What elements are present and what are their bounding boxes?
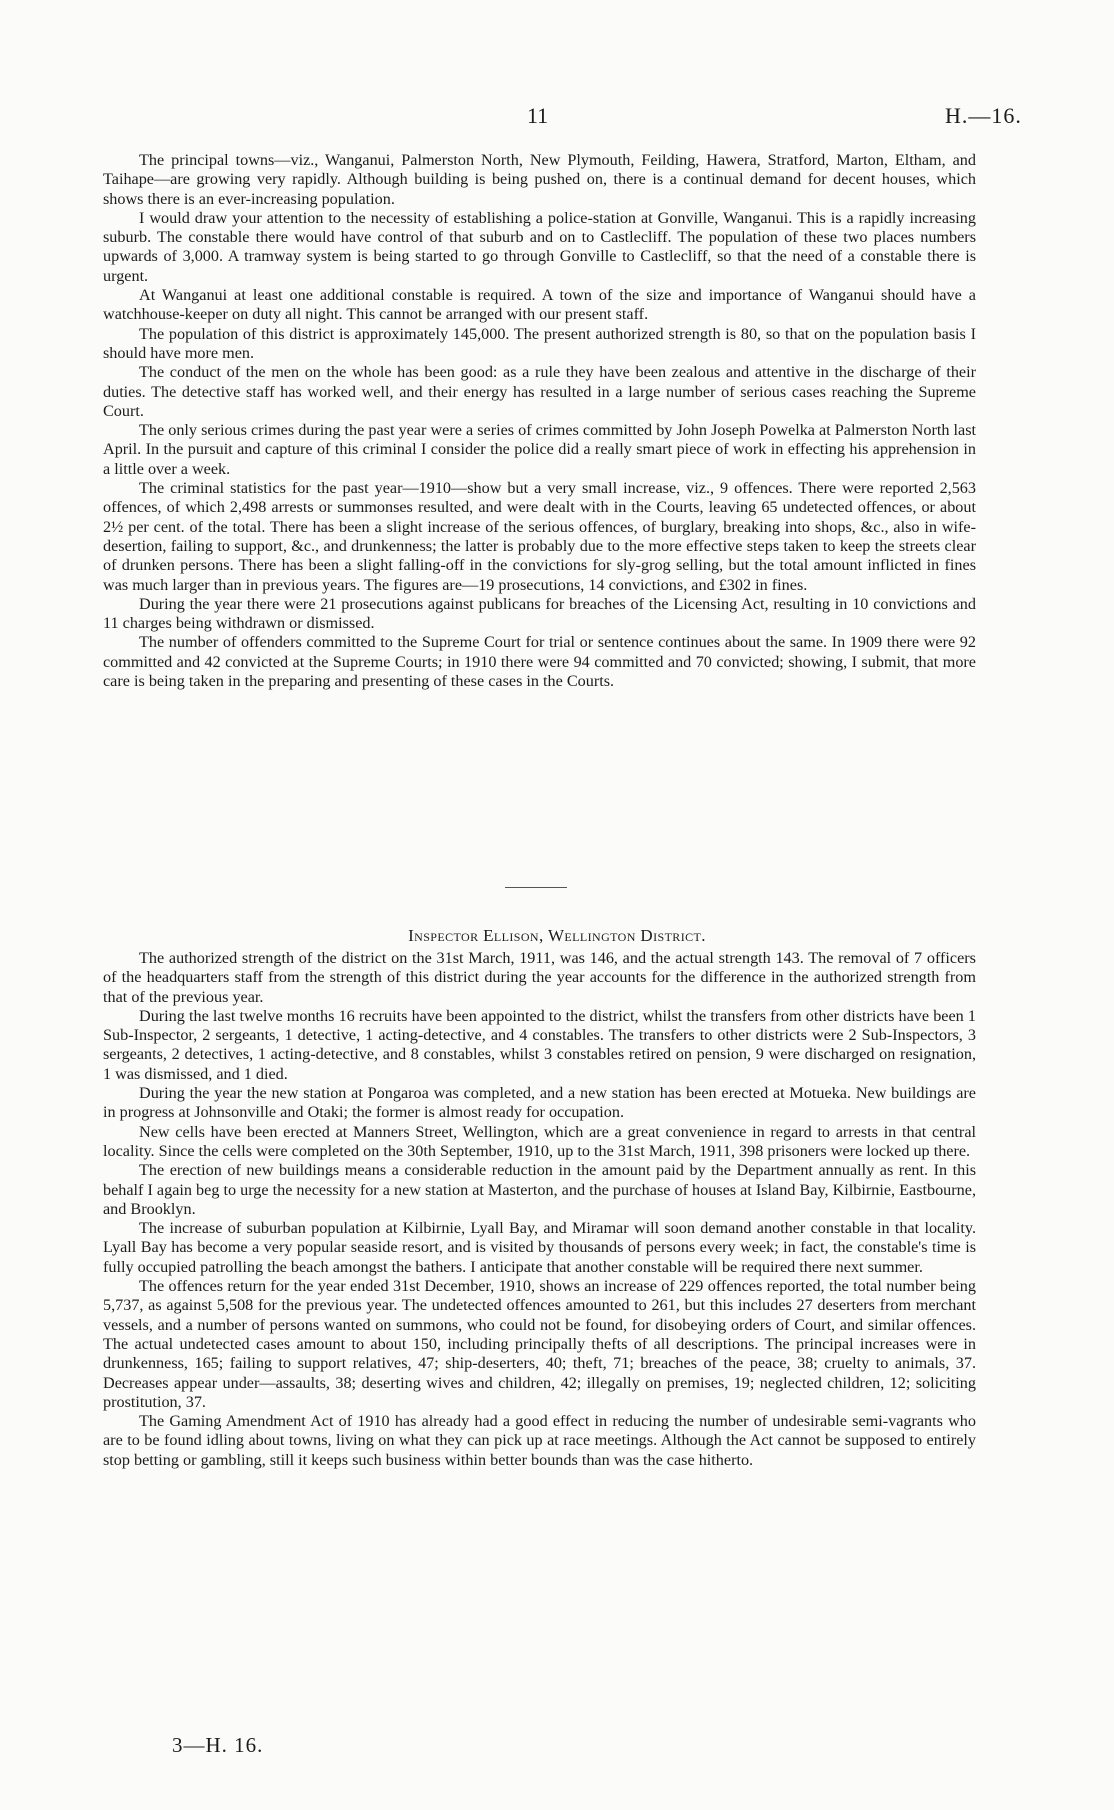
paragraph: During the last twelve months 16 recruits have been appointed to the district, whilst the transfers from other districts have been 1 Sub-Inspector, 2 sergeants, 1 detective, 1 acting-detective, and 4 constables. The transfers to other districts were 2 Sub-Inspectors, 3 sergeants, 2 detectives, 1 acting-detective, and 8 constables, whilst 3 constables retired on pension, 9 were discharged on resignation, 1 was dismissed, and 1 died.	[103, 1006, 976, 1083]
paragraph: During the year there were 21 prosecutions against publicans for breaches of the Licensing Act, resulting in 10 convictions and 11 charges being withdrawn or dismissed.	[103, 594, 976, 633]
paragraph: The number of offenders committed to the Supreme Court for trial or sentence continues about the same. In 1909 there were 92 committed and 42 convicted at the Supreme Courts; in 1910 there were 94 committed and 70 convicted; showing, I submit, that more care is being taken in the preparing and presenting of these cases in the Courts.	[103, 633, 976, 691]
paragraph: During the year the new station at Pongaroa was completed, and a new station has been erected at Motueka. New buildings are in progress at Johnsonville and Otaki; the former is almost ready for occupation.	[103, 1084, 976, 1122]
signature-reference: 3—H. 16.	[172, 1733, 264, 1757]
paragraph: The principal towns—viz., Wanganui, Palmerston North, New Plymouth, Feilding, Hawera, Stratford, Marton, Eltham, and Taihape—are growing very rapidly. Although building is being pushed on, there is a continual demand for decent houses, which shows there is an ever-increasing population.	[103, 151, 976, 208]
paragraph: New cells have been erected at Manners Street, Wellington, which are a great convenience in regard to arrests in that central locality. Since the cells were completed on the 30th September, 1910, up to the 31st March, 1911, 398 prisoners were locked up there.	[103, 1122, 976, 1160]
paragraph: The authorized strength of the district on the 31st March, 1911, was 146, and the actual strength 143. The removal of 7 officers of the headquarters staff from the strength of this district during the year accounts for the difference in the authorized strength from that of the previous year.	[103, 949, 976, 1006]
paragraph: The offences return for the year ended 31st December, 1910, shows an increase of 229 offences reported, the total number being 5,737, as against 5,508 for the previous year. The undetected offences amounted to 261, but this includes 27 deserters from merchant vessels, and a number of persons wanted on summons, who could not be found, for disobeying orders of Court, and similar offences. The actual undetected cases amount to about 150, including principally thefts of all descriptions. The principal increases were in drunkenness, 165; failing to support relatives, 47; ship-deserters, 40; theft, 71; breaches of the peace, 38; cruelty to animals, 37. Decreases appear under—assaults, 38; deserting wives and children, 42; illegally on premises, 19; neglected children, 12; soliciting prostitution, 37.	[103, 1277, 976, 1411]
paragraph: The criminal statistics for the past year—1910—show but a very small increase, viz., 9 offences. There were reported 2,563 offences, of which 2,498 arrests or summonses resulted, and were dealt with in the Courts, leaving 65 undetected offences, or about 2½ per cent. of the total. There has been a slight increase of the serious offences, of burglary, breaking into shops, &c., also in wife-desertion, failing to support, &c., and drunkenness; the latter is probably due to the more effective steps taken to keep the streets clear of drunken persons. There has been a slight falling-off in the convictions for sly-grog selling, but the total amount inflicted in fines was much larger than in previous years. The figures are—19 prosecutions, 14 convictions, and £302 in fines.	[103, 479, 976, 594]
paragraph: The conduct of the men on the whole has been good: as a rule they have been zealous and attentive in the discharge of their duties. The detective staff has worked well, and their energy has resulted in a large number of serious cases reaching the Supreme Court.	[103, 363, 976, 420]
section-divider	[505, 887, 567, 888]
paragraph: I would draw your attention to the necessity of establishing a police-station at Gonville, Wanganui. This is a rapidly increasing suburb. The constable there would have control of that suburb and on to Castlecliff. The population of these two places numbers upwards of 3,000. A tramway system is being started to go through Gonville to Castlecliff, so that the need of a constable there is urgent.	[103, 208, 976, 285]
report-section-wellington	[103, 949, 976, 1470]
paragraph: The only serious crimes during the past year were a series of crimes committed by John Joseph Powelka at Palmerston North last April. In the pursuit and capture of this criminal I consider the police did a really smart piece of work in effecting his apprehension in a little over a week.	[103, 421, 976, 478]
document-reference: H.—16.	[945, 103, 1022, 128]
paragraph: The Gaming Amendment Act of 1910 has already had a good effect in reducing the number of undesirable semi-vagrants who are to be found idling about towns, living on what they can pick up at race meetings. Although the Act cannot be supposed to entirely stop betting or gambling, still it keeps such business within better bounds than was the case hitherto.	[103, 1412, 976, 1469]
paragraph: The population of this district is approximately 145,000. The present authorized strength is 80, so that on the population basis I should have more men.	[103, 324, 976, 362]
paragraph: At Wanganui at least one additional constable is required. A town of the size and importance of Wanganui should have a watchhouse-keeper on duty all night. This cannot be arranged with our present staff.	[103, 286, 976, 324]
page-number: 11	[527, 103, 549, 128]
paragraph: The increase of suburban population at Kilbirnie, Lyall Bay, and Miramar will soon demand another constable in that locality. Lyall Bay has become a very popular seaside resort, and is visited by thousands of persons every week; in fact, the constable's time is fully occupied patrolling the beach amongst the bathers. I anticipate that another constable will be required there next summer.	[103, 1219, 976, 1276]
section-heading: Inspector Ellison, Wellington District.	[408, 926, 706, 945]
report-section-continued	[103, 151, 976, 691]
paragraph: The erection of new buildings means a considerable reduction in the amount paid by the Department annually as rent. In this behalf I again beg to urge the necessity for a new station at Masterton, and the purchase of houses at Island Bay, Kilbirnie, Eastbourne, and Brooklyn.	[103, 1161, 976, 1218]
